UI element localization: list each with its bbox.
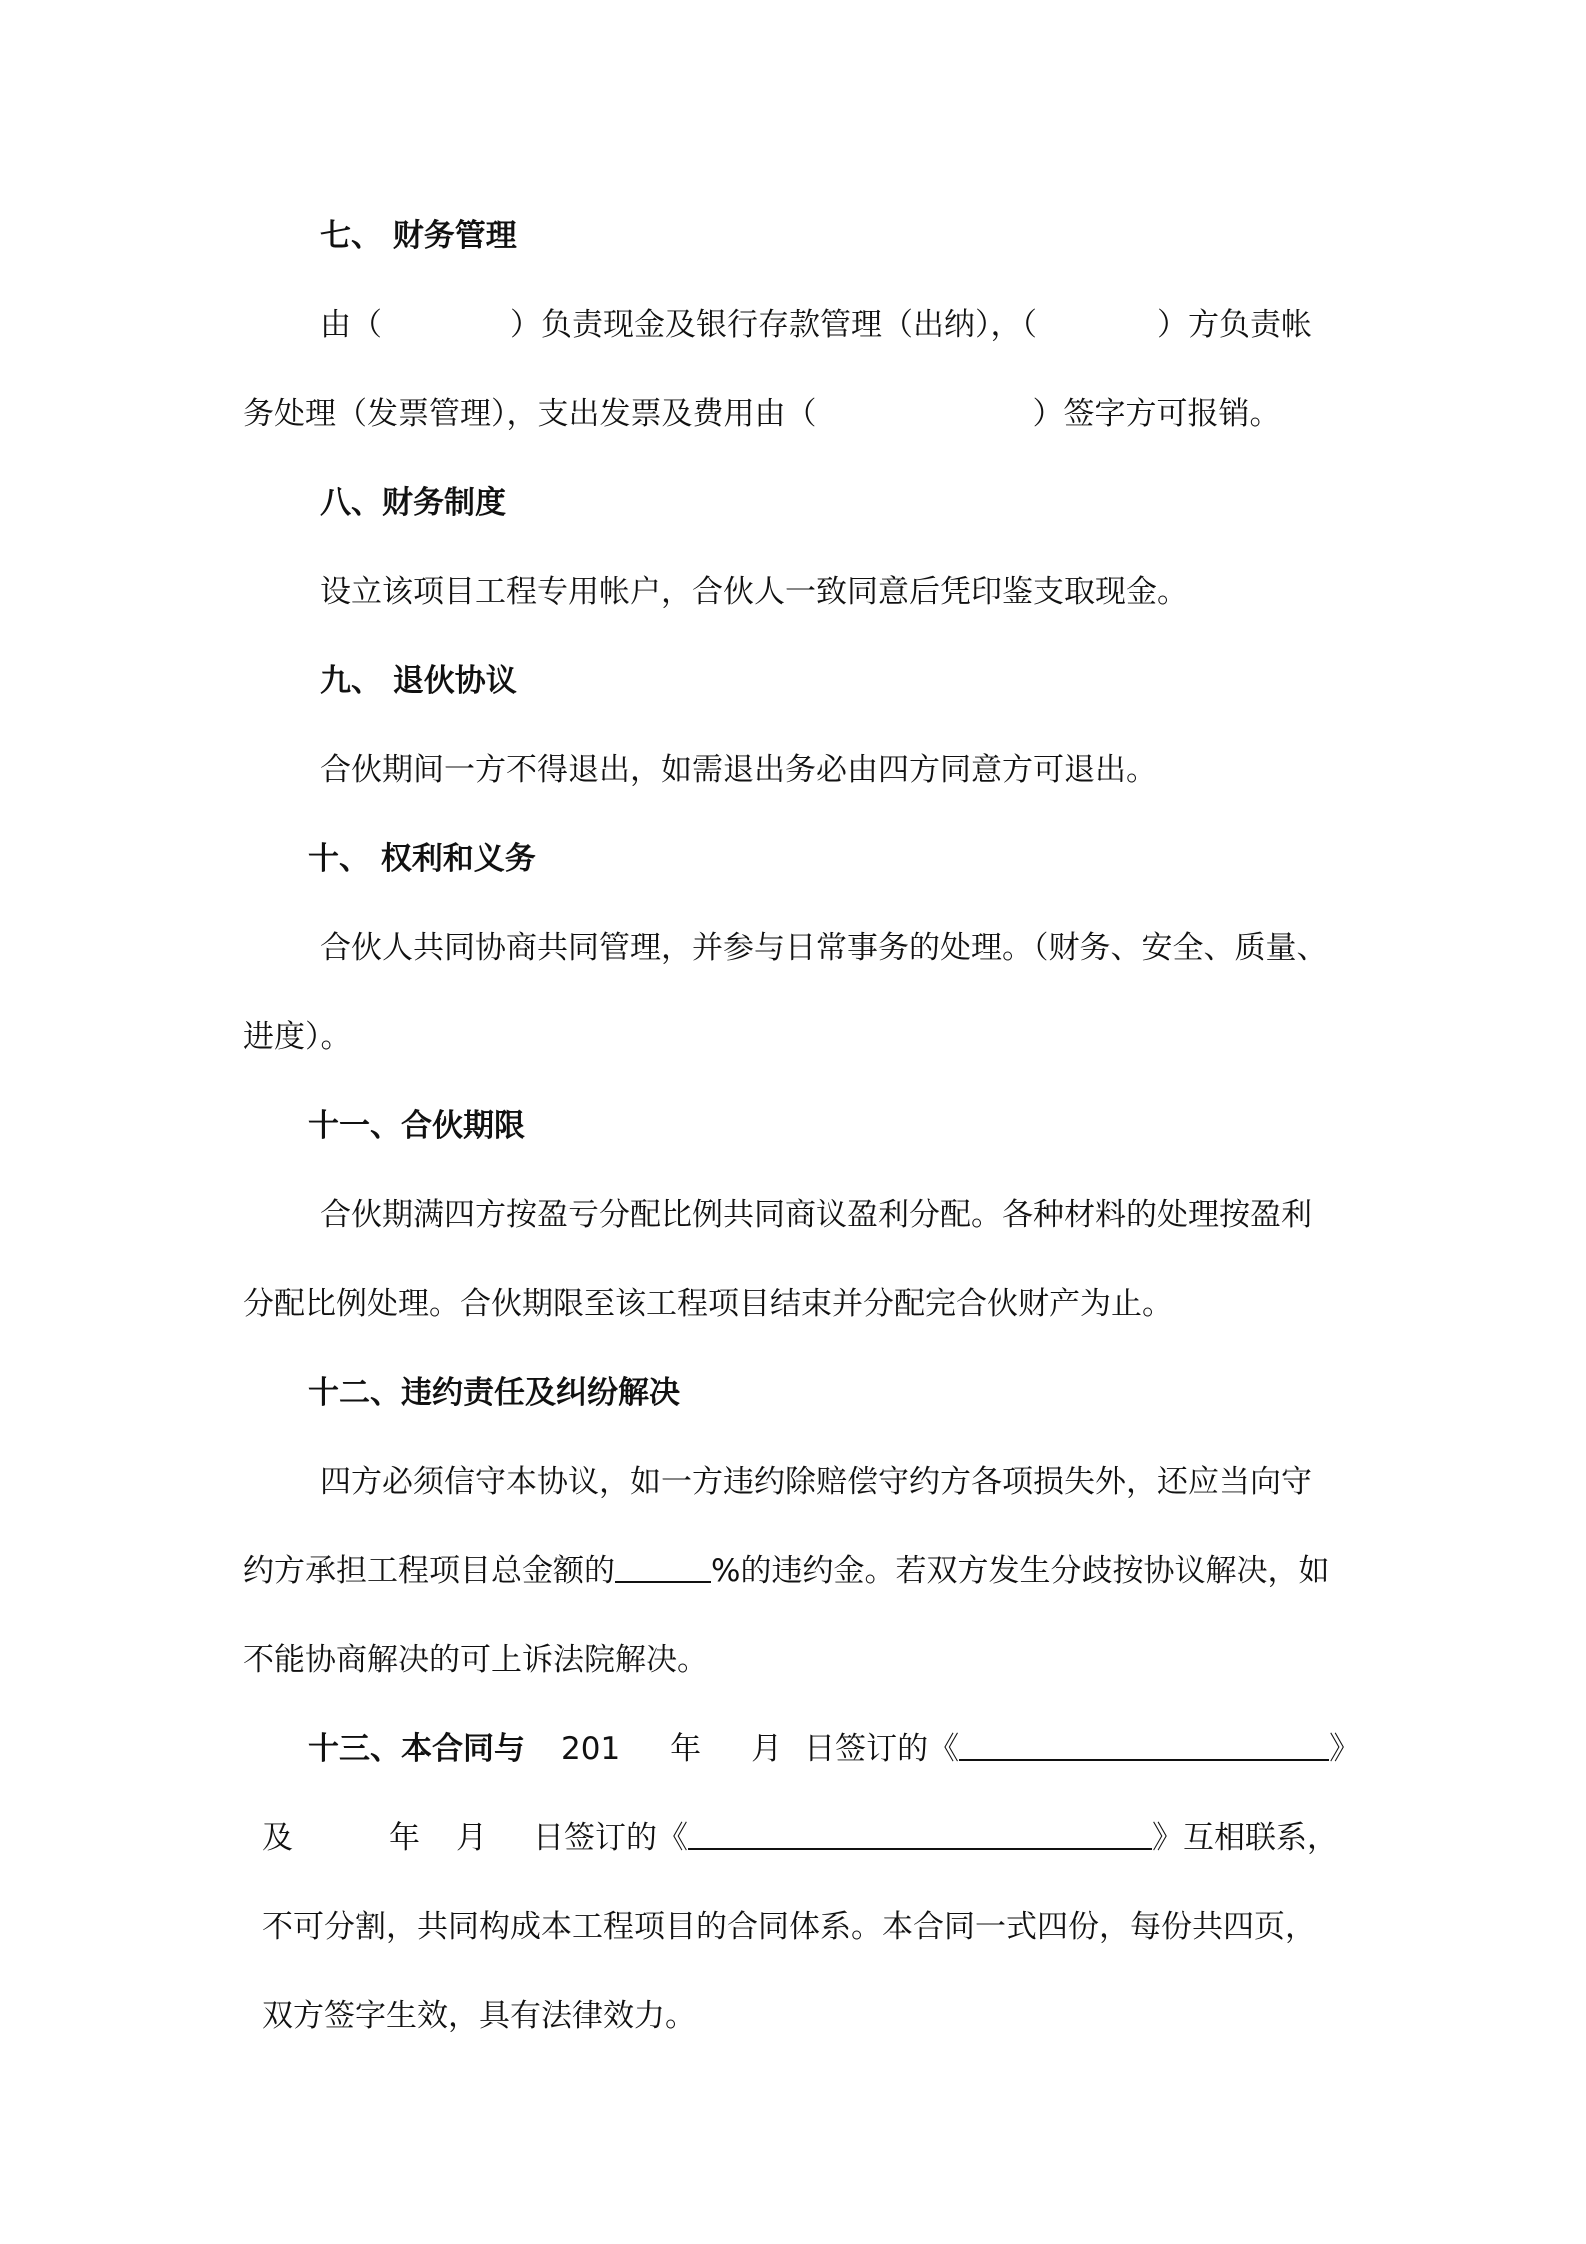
paragraph-line: 合伙期间一方不得退出，如需退出务必由四方同意方可退出。 [320, 752, 1157, 788]
section-heading-partnership-term: 十一、合伙期限 [308, 1108, 525, 1144]
section-heading-rights-obligations: 十、 权利和义务 [308, 841, 536, 877]
paragraph-line: 设立该项目工程专用帐户，合伙人一致同意后凭印鉴支取现金。 [320, 574, 1188, 610]
paragraph-line: 及 年 月 日签订的《 》互相联系， [262, 1816, 1338, 1860]
paragraph-line: 双方签字生效，具有法律效力。 [262, 1998, 696, 2034]
paragraph-line: 分配比例处理。合伙期限至该工程项目结束并分配完合伙财产为止。 [243, 1286, 1173, 1322]
paragraph-line: 由（ ）负责现金及银行存款管理（出纳），（ ）方负责帐 [320, 307, 1312, 343]
paragraph-line: 进度）。 [243, 1019, 352, 1055]
section-heading-finance-management: 七、 财务管理 [320, 218, 517, 254]
paragraph-line: 约方承担工程项目总金额的 %的违约金。若双方发生分歧按协议解决，如 [243, 1549, 1329, 1593]
blank-underline-percentage [615, 1549, 711, 1583]
paragraph-line: 十三、本合同与 201 年 月 日签订的《 》 [308, 1727, 1360, 1771]
paragraph-line: 不能协商解决的可上诉法院解决。 [243, 1642, 708, 1678]
section-heading-withdrawal: 九、 退伙协议 [320, 663, 517, 699]
blank-underline-contract-name [959, 1727, 1329, 1761]
paragraph-line: 四方必须信守本协议，如一方违约除赔偿守约方各项损失外，还应当向守 [320, 1464, 1312, 1500]
paragraph-line: 合伙期满四方按盈亏分配比例共同商议盈利分配。各种材料的处理按盈利 [320, 1197, 1312, 1233]
paragraph-line: 不可分割，共同构成本工程项目的合同体系。本合同一式四份，每份共四页， [262, 1909, 1316, 1945]
blank-underline-contract-name [688, 1816, 1152, 1850]
section-heading-liability-disputes: 十二、违约责任及纠纷解决 [308, 1375, 680, 1411]
paragraph-line: 合伙人共同协商共同管理，并参与日常事务的处理。（财务、安全、质量、 [320, 930, 1328, 966]
paragraph-line: 务处理（发票管理），支出发票及费用由（ ）签字方可报销。 [243, 396, 1281, 432]
section-heading-finance-system: 八、财务制度 [320, 485, 506, 521]
